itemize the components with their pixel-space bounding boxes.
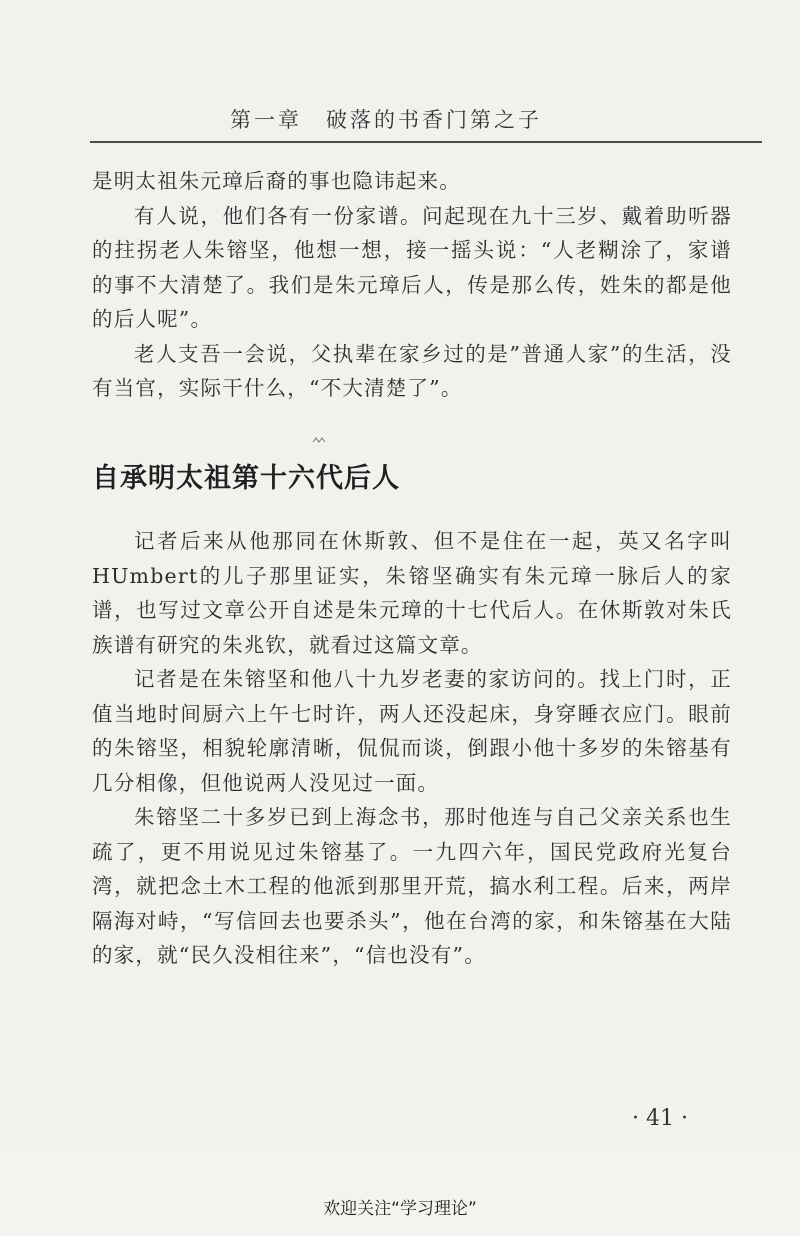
- section-one-text: [92, 164, 732, 406]
- footer-note: 欢迎关注“学习理论”: [323, 1199, 477, 1219]
- paragraph: 有人说，他们各有一份家谱。问起现在九十三岁、戴着助听器的拄拐老人朱镕坚，他想一想，接一摇头说：“人老糊涂了，家谱的事不大清楚了。我们是朱元璋后人，传是那么传，姓朱的都是他的后人呢”。: [92, 203, 732, 331]
- paragraph: 是明太祖朱元璋后裔的事也隐讳起来。: [92, 169, 461, 193]
- paragraph: 老人支吾一会说，父执辈在家乡过的是”普通人家”的生活，没有当官，实际干什么，“不大清楚了”。: [92, 341, 732, 400]
- paragraph: 朱镕坚二十多岁已到上海念书，那时他连与自己父亲关系也生疏了，更不用说见过朱镕基了。一九四六年，国民党政府光复台湾，就把念土木工程的他派到那里开荒，搞水利工程。后来，两岸隔海对峙，“写信回去也要杀头”，他在台湾的家，和朱镕基在大陆的家，就“民久没相往来”，“信也没有”。: [92, 805, 732, 967]
- paragraph: 记者后来从他那同在休斯敦、但不是住在一起，英又名字叫HUmbert的儿子那里证实，朱镕坚确实有朱元璋一脉后人的家谱，也写过文章公开自述是朱元璋的十七代后人。在休斯敦对朱氏族谱有研究的朱兆钦，就看过这篇文章。: [92, 529, 732, 657]
- section-heading: 自承明太祖第十六代后人: [92, 463, 400, 494]
- header-rule: [90, 141, 762, 143]
- print-speck: [312, 436, 326, 444]
- section-two-text: [92, 524, 732, 973]
- paragraph: 记者是在朱镕坚和他八十九岁老妻的家访问的。找上门时，正值当地时间厨六上午七时许，两人还没起床，身穿睡衣应门。眼前的朱镕坚，相貌轮廓清晰，侃侃而谈，倒跟小他十多岁的朱镕基有几分相像，但他说两人没见过一面。: [92, 667, 732, 795]
- running-header: 第一章 破落的书香门第之子: [230, 108, 542, 132]
- page-number: · 41 ·: [632, 1106, 688, 1131]
